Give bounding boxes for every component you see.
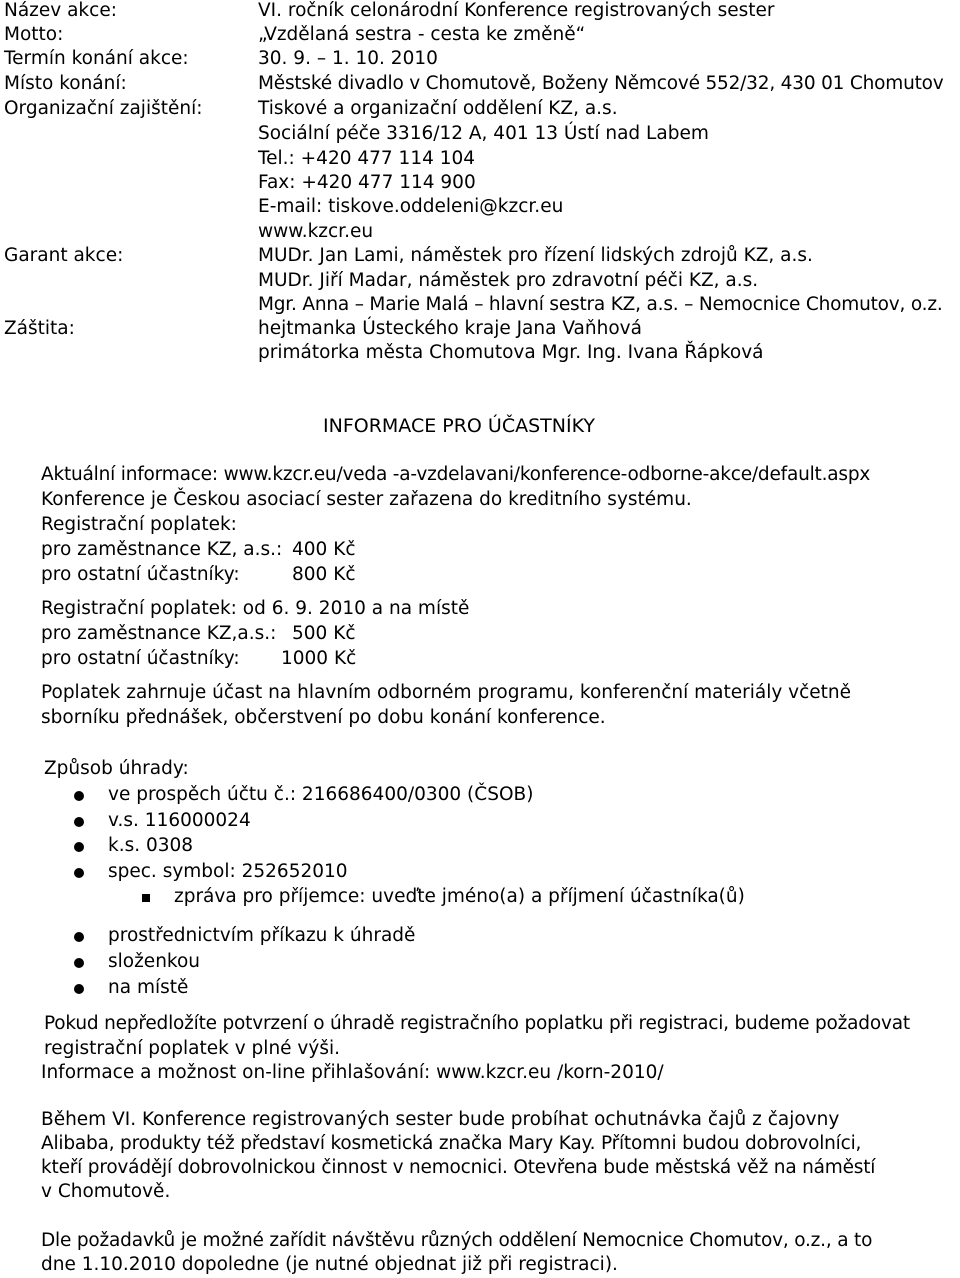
patronage-label: Záštita: — [4, 318, 75, 339]
bullet-icon — [74, 932, 84, 942]
tea-line: kteří provádějí dobrovolnickou činnost v nemocnici. Otevřena bude městská věž na náměstí — [41, 1157, 876, 1178]
bullet-icon — [74, 868, 84, 878]
late-fee-heading — [41, 600, 469, 619]
payment-item: složenkou — [108, 951, 201, 972]
guarantor-line: Mgr. Anna – Marie Malá – hlavní sestra KZ, a.s. – Nemocnice Chomutov, o.z. — [258, 294, 943, 315]
organizer-phone: Tel.: +420 477 114 104 — [258, 148, 476, 169]
late-fee-employee-label: pro zaměstnance KZ,a.s.: — [41, 623, 277, 644]
fee-employee-value: 400 Kč — [292, 539, 356, 560]
late-fee-other-value: 1000 Kč — [281, 648, 357, 669]
online-registration-info: Informace a možnost on-line přihlašování: www.kzcr.eu /korn-2010/ — [41, 1062, 664, 1083]
event-name-value: VI. ročník celonárodní Konference registrovaných sester — [258, 0, 775, 21]
late-fee-heading-label: Registrační poplatek: — [41, 598, 237, 619]
fee-other-value: 800 Kč — [292, 564, 356, 585]
fee-includes-line: sborníku přednášek, občerstvení po dobu konání konference. — [41, 707, 606, 728]
event-name-label: Název akce: — [4, 0, 117, 21]
proof-line: Pokud nepředložíte potvrzení o úhradě registračního poplatku při registraci, budeme požadovat — [44, 1013, 910, 1034]
fee-employee-label: pro zaměstnance KZ, a.s.: — [41, 539, 283, 560]
fee-other-label: pro ostatní účastníky: — [41, 564, 240, 585]
organizer-email: E-mail: tiskove.oddeleni@kzcr.eu — [258, 196, 564, 217]
bullet-icon — [74, 958, 84, 968]
bullet-icon — [74, 984, 84, 994]
late-fee-other-label: pro ostatní účastníky: — [41, 648, 240, 669]
motto-label: Motto: — [4, 24, 64, 45]
payment-subitem: zpráva pro příjemce: uveďte jméno(a) a příjmení účastníka(ů) — [174, 886, 745, 907]
organizer-address: Sociální péče 3316/12 A, 401 13 Ústí nad Labem — [258, 123, 709, 144]
tea-line: Alibaba, produkty též představí kosmetická značka Mary Kay. Přítomni budou dobrovolníci, — [41, 1133, 862, 1154]
late-fee-heading-date: od 6. 9. 2010 a na místě — [242, 598, 470, 619]
guarantor-label: Garant akce: — [4, 245, 124, 266]
tour-line: Dle požadavků je možné zařídit návštěvu různých oddělení Nemocnice Chomutov, o.z., a to — [41, 1230, 873, 1251]
place-label: Místo konání: — [4, 73, 127, 94]
tour-line: dne 1.10.2010 dopoledne (je nutné objednat již při registraci). — [41, 1254, 618, 1275]
fee-heading: Registrační poplatek: — [41, 514, 237, 535]
payment-heading: Způsob úhrady: — [44, 758, 189, 779]
payment-item: prostřednictvím příkazu k úhradě — [108, 925, 416, 946]
current-info-line — [41, 466, 870, 485]
guarantor-line: MUDr. Jan Lami, náměstek pro řízení lidských zdrojů KZ, a.s. — [258, 245, 813, 266]
payment-item: k.s. 0308 — [108, 835, 194, 856]
patronage-line: hejtmanka Ústeckého kraje Jana Vaňhová — [258, 318, 642, 339]
current-info-label: Aktuální informace: — [41, 464, 218, 485]
bullet-icon — [74, 817, 84, 827]
payment-item: na místě — [108, 977, 189, 998]
payment-item: v.s. 116000024 — [108, 810, 251, 831]
organizer-fax: Fax: +420 477 114 900 — [258, 172, 476, 193]
motto-value: „Vzdělaná sestra - cesta ke změně“ — [258, 24, 586, 45]
fee-includes-line: Poplatek zahrnuje účast na hlavním odborném programu, konferenční materiály včetně — [41, 682, 852, 703]
date-value: 30. 9. – 1. 10. 2010 — [258, 48, 438, 69]
proof-line: registrační poplatek v plné výši. — [44, 1038, 340, 1059]
credit-note: Konference je Českou asociací sester zařazena do kreditního systému. — [41, 489, 692, 510]
organizer-label: Organizační zajištění: — [4, 98, 203, 119]
tea-line: Během VI. Konference registrovaných sester bude probíhat ochutnávka čajů z čajovny — [41, 1109, 840, 1130]
payment-item: spec. symbol: 252652010 — [108, 861, 348, 882]
square-bullet-icon — [142, 894, 150, 902]
section-title: INFORMACE PRO ÚČASTNÍKY — [323, 415, 595, 437]
payment-item: ve prospěch účtu č.: 216686400/0300 (ČSOB) — [108, 784, 534, 805]
bullet-icon — [74, 842, 84, 852]
date-label: Termín konání akce: — [4, 48, 189, 69]
place-value: Městské divadlo v Chomutově, Boženy Němcové 552/32, 430 01 Chomutov — [258, 73, 944, 94]
guarantor-line: MUDr. Jiří Madar, náměstek pro zdravotní péči KZ, a.s. — [258, 270, 759, 291]
tea-line: v Chomutově. — [41, 1181, 171, 1202]
bullet-icon — [74, 791, 84, 801]
organizer-line: Tiskové a organizační oddělení KZ, a.s. — [258, 98, 618, 119]
patronage-line: primátorka města Chomutova Mgr. Ing. Ivana Řápková — [258, 342, 764, 363]
late-fee-employee-value: 500 Kč — [292, 623, 356, 644]
current-info-url[interactable]: www.kzcr.eu/veda -a-vzdelavani/konference-odborne-akce/default.aspx — [223, 464, 871, 485]
organizer-website: www.kzcr.eu — [258, 221, 374, 242]
